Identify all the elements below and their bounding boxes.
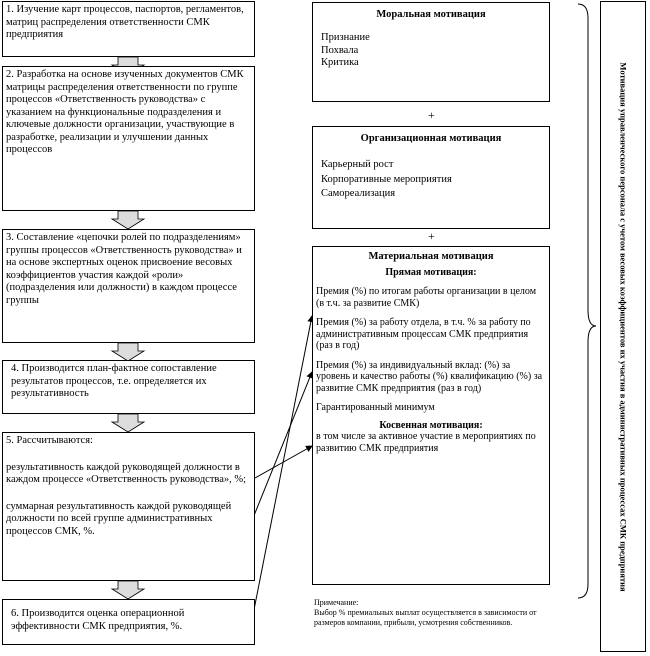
org-item: Корпоративные мероприятия <box>321 173 452 185</box>
down-arrow-4 <box>112 414 144 432</box>
step-3-box <box>2 229 255 343</box>
material-motivation-box <box>312 246 550 585</box>
moral-motivation-title: Моральная мотивация <box>376 9 486 20</box>
step-3-text: 3. Составление «цепочки ролей по подразделениям» группы процессов «Ответственность руководства» и на основе экспертных оценок присвоение весовых коэффициентов участия каждой «роли» (подразделения или должности) в каждом процессе группы <box>6 232 245 306</box>
down-arrow-5 <box>112 581 144 599</box>
org-item: Самореализация <box>321 188 396 199</box>
bonus-individual: Премия (%) за индивидуальный вклад: (%) за уровень и качество работы (%) квалификацию (%) за развитие СМК предприятия (раз в год) <box>316 359 543 394</box>
vertical-summary-text: Мотивация управленческого персонала с учетом весовых коэффициентов их участия в административных процессах СМК предприятия <box>618 61 629 592</box>
step-5-item-2: суммарная результативность каждой руководящей должности по всей группе административных процессов СМК, %. <box>6 500 234 537</box>
moral-item: Критика <box>321 57 359 68</box>
moral-item: Признание <box>321 32 370 43</box>
step-1-box <box>2 1 255 57</box>
indirect-motivation-text: в том числе за активное участие в мероприятиях по развитию СМК предприятия <box>316 431 536 454</box>
plus-sign-2: + <box>428 229 435 243</box>
step-4-box <box>2 360 255 414</box>
plus-sign-1: + <box>428 108 435 122</box>
step-6-text: 6. Производится оценка операционной эффективности СМК предприятия, %. <box>11 608 188 632</box>
bonus-organization: Премия (%) по итогам работы организации в целом (в т.ч. за развитие СМК) <box>316 286 537 309</box>
moral-motivation-box <box>312 2 550 102</box>
note-text: Выбор % премиальных выплат осуществляется в зависимости от размеров компании, прибыли, усмотрения собственников. <box>314 608 537 627</box>
step-1-text: 1. Изучение карт процессов, паспортов, регламентов, матриц распределения ответственности СМК предприятия <box>6 4 247 40</box>
org-motivation-box <box>312 126 550 229</box>
step-4-text: 4. Производится план-фактное сопоставление результатов процессов, т.е. определяется их результативность <box>11 363 220 399</box>
brace <box>578 4 596 598</box>
moral-item: Похвала <box>321 44 359 56</box>
material-motivation-title: Материальная мотивация <box>368 251 494 262</box>
org-motivation-title: Организационная мотивация <box>360 133 502 144</box>
down-arrow-2 <box>112 211 144 229</box>
step-6-box <box>2 599 255 645</box>
vertical-summary-box <box>600 1 646 652</box>
step-5-text: 5. Рассчитываются: <box>6 435 93 446</box>
step-2-text: 2. Разработка на основе изученных документов СМК матрицы распределения ответственности по группе процессов «Ответственность руководства» с указанием на функциональные подразделения и ключевые должности организации, участвующие в разработке, реализации и улучшении данных процессов <box>6 69 247 155</box>
step-2-box <box>2 66 255 211</box>
direct-motivation-title: Прямая мотивация: <box>385 266 477 278</box>
bonus-department: Премия (%) за работу отдела, в т.ч. % за работу по административным процессам СМК предприятия (раз в год) <box>316 317 531 351</box>
indirect-motivation-title: Косвенная мотивация: <box>379 419 483 431</box>
guaranteed-minimum: Гарантированный минимум <box>316 402 435 413</box>
org-item: Карьерный рост <box>321 159 394 170</box>
pointer-line-3 <box>250 316 312 630</box>
note-title: Примечание: <box>314 598 359 607</box>
note <box>314 598 554 628</box>
step-5-item-1: результативность каждой руководящей должности в каждом процессе «Ответственность руководства», %; <box>6 461 247 485</box>
step-5-box <box>2 432 255 581</box>
down-arrow-3 <box>112 343 144 361</box>
